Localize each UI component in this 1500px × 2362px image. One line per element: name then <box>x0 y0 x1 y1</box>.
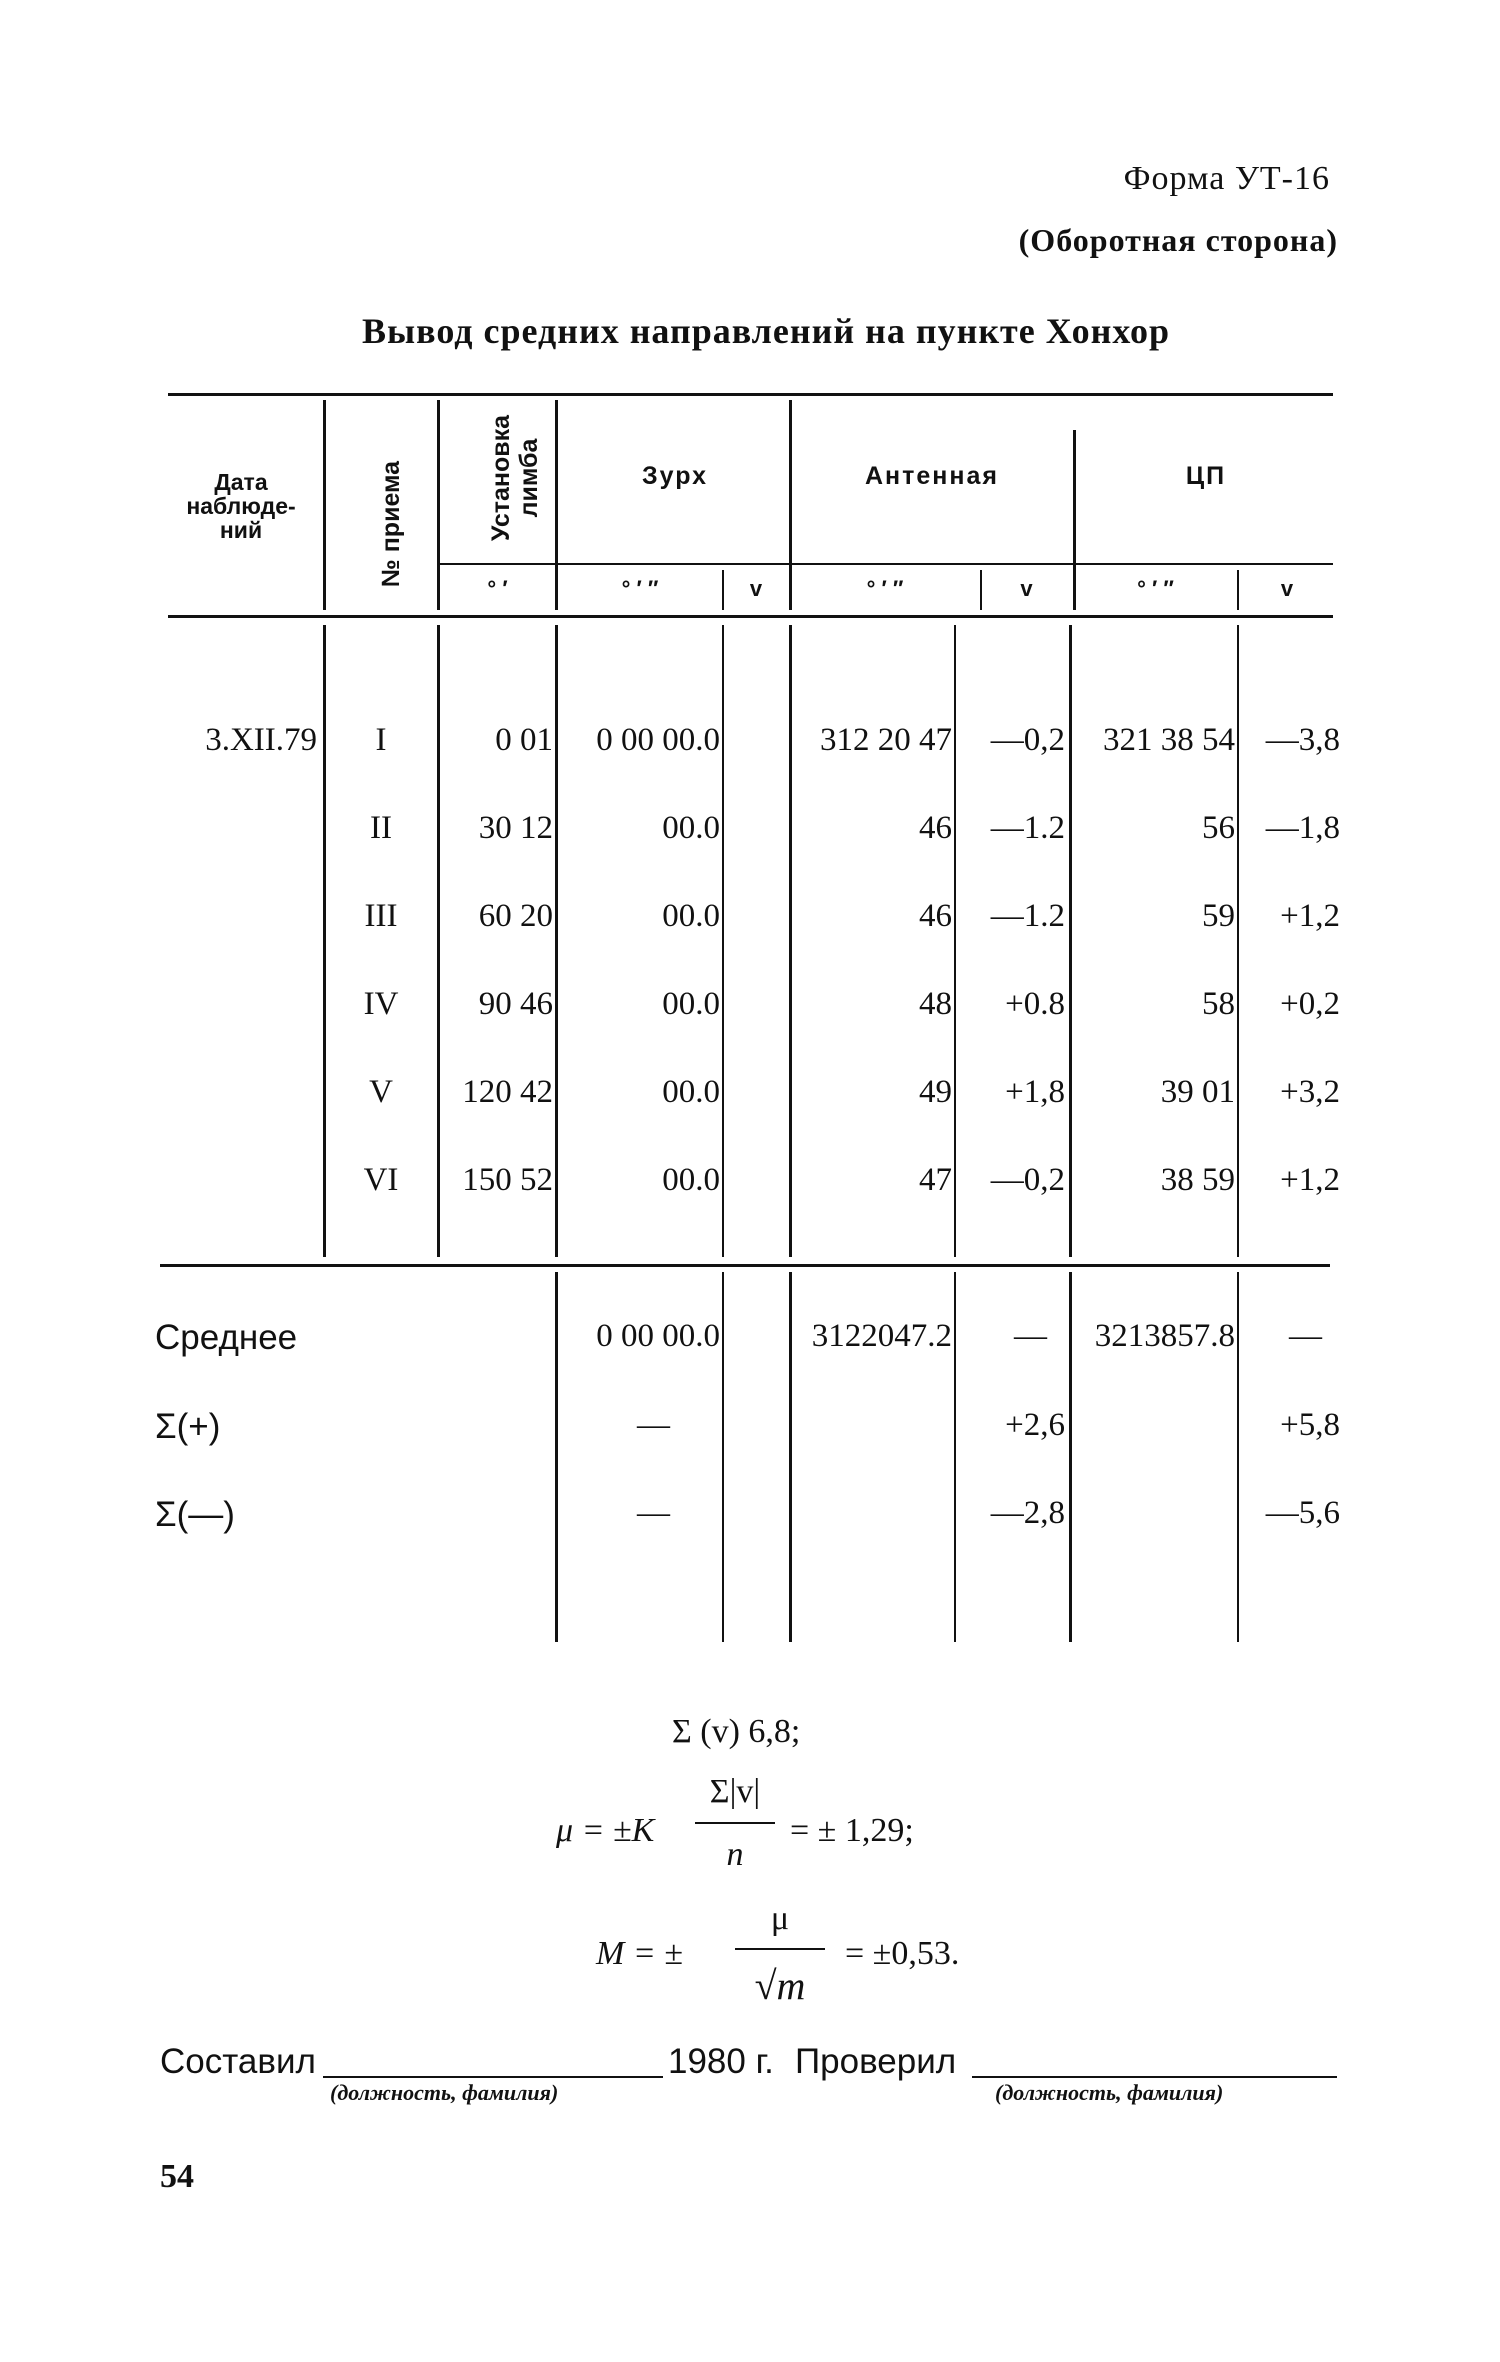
form-code: Форма УТ-16 <box>1123 160 1330 197</box>
unit-ant-dir: ° ′ ″ <box>866 576 904 601</box>
reception-number: IV <box>363 986 399 1022</box>
limb-setting: 60 20 <box>478 898 553 934</box>
unit-cp-dir: ° ′ ″ <box>1137 576 1174 601</box>
limb-setting: 30 12 <box>478 810 553 846</box>
checked-label: Проверил <box>795 2042 957 2081</box>
reception-number: III <box>364 898 398 934</box>
mu-left: μ = ±K <box>556 1812 655 1849</box>
document-title: Вывод средних направлений на пункте Хонхор <box>362 311 1171 351</box>
column-group-cp: ЦП <box>1185 462 1227 490</box>
antenna-v: +1,8 <box>1005 1074 1065 1110</box>
mu-fraction-bar <box>695 1822 775 1824</box>
unit-row-line <box>440 563 1333 565</box>
M-left: M = ± <box>596 1935 683 1972</box>
mu-right: = ± 1,29; <box>790 1812 914 1849</box>
composed-signature-line <box>323 2076 663 2078</box>
M-denominator: √m <box>754 1963 806 2008</box>
zurh-direction: 0 00 00.0 <box>596 1318 720 1354</box>
cp-direction: 56 <box>1202 810 1235 846</box>
cp-v: +0,2 <box>1280 986 1340 1022</box>
summary-label: Σ(+) <box>155 1407 221 1446</box>
cp-direction: 321 38 54 <box>1103 722 1235 758</box>
zurh-direction: 00.0 <box>662 986 720 1022</box>
antenna-v: — <box>1014 1318 1047 1354</box>
column-header-date: Дата наблюде-ний <box>186 469 296 543</box>
antenna-direction: 46 <box>919 898 952 934</box>
cp-v: —5,6 <box>1265 1495 1340 1531</box>
column-header-limb-setting: Установка лимба <box>487 414 543 542</box>
sum-v-formula: Σ (v) 6,8; <box>672 1713 801 1750</box>
cp-v: +1,2 <box>1280 898 1340 934</box>
cp-v: —1,8 <box>1265 810 1340 846</box>
antenna-direction: 46 <box>919 810 952 846</box>
limb-setting: 90 46 <box>478 986 553 1022</box>
cp-direction: 59 <box>1202 898 1235 934</box>
page-number: 54 <box>160 2158 194 2195</box>
antenna-direction: 3122047.2 <box>811 1318 952 1354</box>
summary-label: Среднее <box>155 1318 298 1357</box>
M-fraction-bar <box>735 1948 825 1950</box>
observation-date: 3.XII.79 <box>205 722 317 758</box>
zurh-direction: 00.0 <box>662 1162 720 1198</box>
antenna-v: —0,2 <box>990 722 1065 758</box>
column-group-antenna: Антенная <box>865 462 999 490</box>
unit-zurh-dir: ° ′ ″ <box>621 576 659 601</box>
antenna-v: —0,2 <box>990 1162 1065 1198</box>
cp-v: — <box>1289 1318 1322 1354</box>
mu-denominator: n <box>726 1836 744 1873</box>
column-group-zurh: Зурх <box>641 462 709 490</box>
unit-ant-v: v <box>1020 576 1033 601</box>
cp-direction: 3213857.8 <box>1094 1318 1235 1354</box>
M-numerator: μ <box>770 1900 790 1937</box>
composed-caption: (должность, фамилия) <box>330 2080 559 2105</box>
body-bottom-line <box>160 1264 1330 1267</box>
unit-zurh-v: v <box>749 576 763 601</box>
zurh-direction: — <box>637 1495 670 1531</box>
table-top-line <box>168 393 1333 396</box>
year-label: 1980 г. <box>668 2042 774 2081</box>
antenna-direction: 312 20 47 <box>820 722 952 758</box>
reception-number: VI <box>363 1162 399 1198</box>
antenna-direction: 49 <box>919 1074 952 1110</box>
cp-direction: 39 01 <box>1160 1074 1235 1110</box>
reception-number: V <box>369 1074 393 1110</box>
unit-cp-v: v <box>1280 576 1294 601</box>
unit-ust: ° ′ <box>487 576 508 601</box>
antenna-direction: 48 <box>919 986 952 1022</box>
antenna-v: —1.2 <box>990 898 1065 934</box>
M-right: = ±0,53. <box>845 1935 960 1972</box>
form-side: (Оборотная сторона) <box>1018 222 1338 258</box>
zurh-direction: 0 00 00.0 <box>596 722 720 758</box>
limb-setting: 150 52 <box>462 1162 553 1198</box>
cp-v: —3,8 <box>1265 722 1340 758</box>
cp-direction: 58 <box>1202 986 1235 1022</box>
zurh-direction: 00.0 <box>662 810 720 846</box>
checked-caption: (должность, фамилия) <box>995 2080 1224 2105</box>
summary-label: Σ(—) <box>155 1495 235 1534</box>
antenna-v: —1.2 <box>990 810 1065 846</box>
antenna-v: +2,6 <box>1005 1407 1065 1443</box>
cp-v: +5,8 <box>1280 1407 1340 1443</box>
mu-numerator: Σ|v| <box>709 1773 761 1810</box>
zurh-direction: 00.0 <box>662 898 720 934</box>
header-bottom-line <box>168 615 1333 618</box>
reception-number: I <box>375 722 387 758</box>
cp-v: +3,2 <box>1280 1074 1340 1110</box>
limb-setting: 0 01 <box>495 722 553 758</box>
column-header-reception-number: № приема <box>377 460 405 588</box>
cp-direction: 38 59 <box>1160 1162 1235 1198</box>
zurh-direction: — <box>637 1407 670 1443</box>
antenna-v: —2,8 <box>990 1495 1065 1531</box>
zurh-direction: 00.0 <box>662 1074 720 1110</box>
antenna-direction: 47 <box>919 1162 952 1198</box>
checked-signature-line <box>972 2076 1337 2078</box>
antenna-v: +0.8 <box>1005 986 1065 1022</box>
composed-label: Составил <box>160 2042 316 2081</box>
reception-number: II <box>370 810 392 846</box>
cp-v: +1,2 <box>1280 1162 1340 1198</box>
limb-setting: 120 42 <box>462 1074 553 1110</box>
